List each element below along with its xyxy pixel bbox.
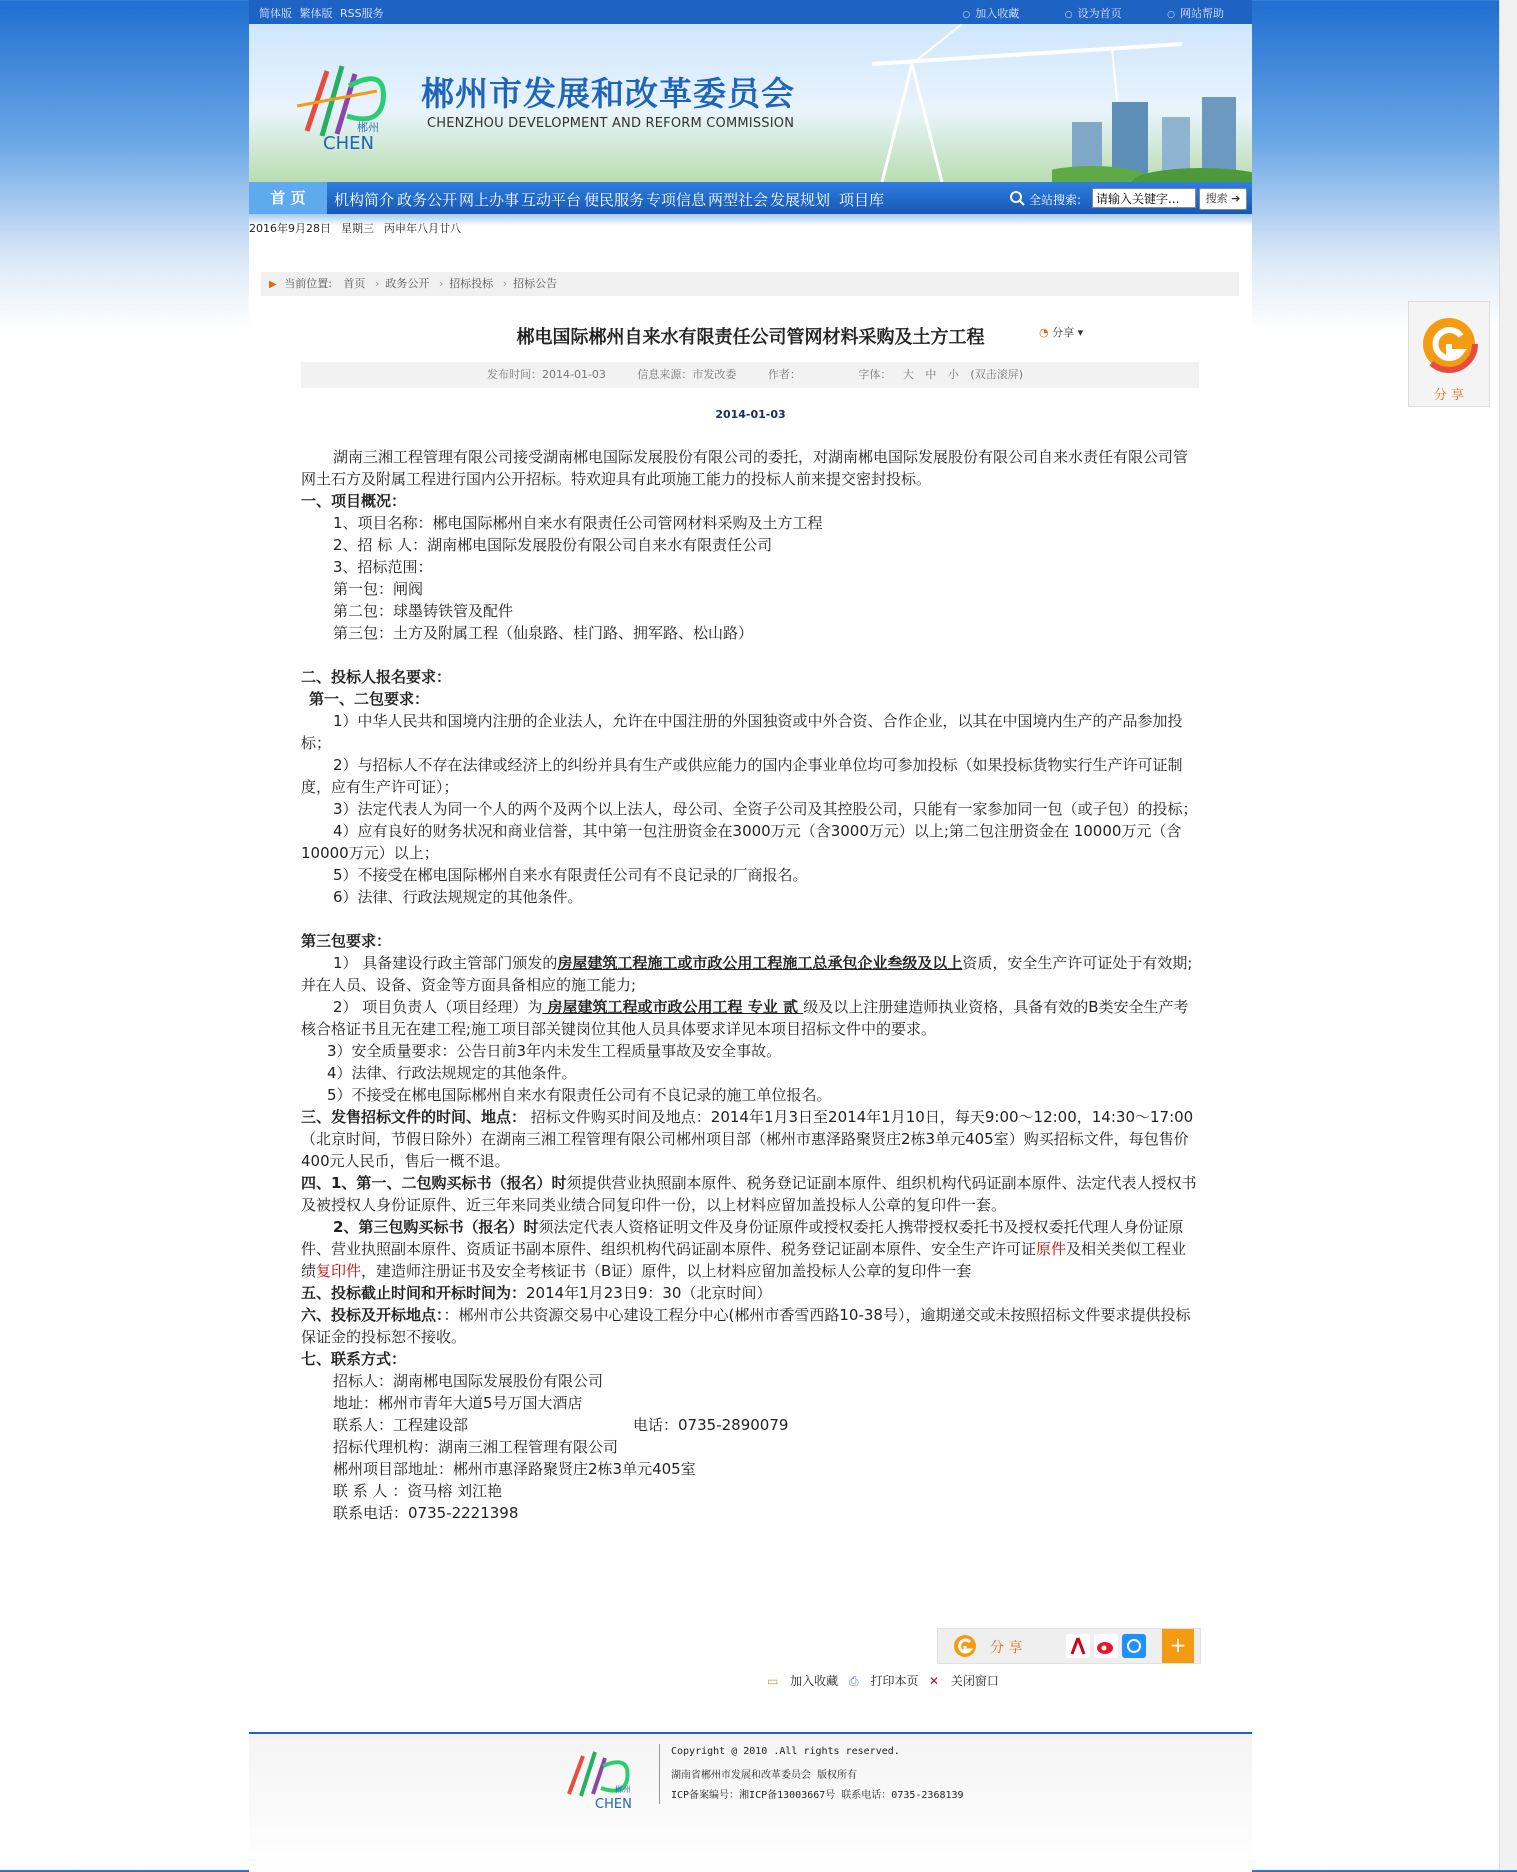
add-favorite-link[interactable]: ○ 加入收藏 xyxy=(962,7,1019,20)
nav-item-online[interactable]: 网上办事 xyxy=(459,191,520,209)
favorite-icon: ▭ xyxy=(767,1674,779,1688)
site-title: 郴州市发展和改革委员会 xyxy=(421,74,795,113)
page-container xyxy=(249,0,1252,1870)
date-line: 2016年9月28日 星期三 丙申年八月廿八 xyxy=(249,222,461,235)
search-icon xyxy=(1009,190,1025,206)
share-logo-icon xyxy=(1409,306,1489,386)
nav-item-planning[interactable]: 发展规划 xyxy=(770,191,831,209)
site-help-link[interactable]: ○ 网站帮助 xyxy=(1167,7,1224,20)
share-dropdown[interactable]: ◔ 分享 ▾ xyxy=(1039,326,1084,339)
share-logo-icon[interactable] xyxy=(952,1633,978,1659)
scrollbar[interactable] xyxy=(1499,0,1517,1870)
article-date: 2014-01-03 xyxy=(715,408,786,421)
footer-logo xyxy=(559,1744,649,1814)
breadcrumb-home[interactable]: 首页 xyxy=(343,277,366,290)
add-favorite-bottom[interactable]: ▭ 加入收藏 xyxy=(767,1674,839,1688)
footer-icp: ICP备案编号：湘ICP备13003667号 联系电话：0735-2368139 xyxy=(671,1790,964,1801)
print-page[interactable]: ⎙ 打印本页 xyxy=(849,1674,919,1688)
main-nav xyxy=(249,182,1252,214)
footer-owner: 湖南省郴州市发展和改革委员会 版权所有 xyxy=(671,1770,858,1781)
logo-text-cn: 郴州 xyxy=(357,121,379,134)
tencent-weibo-icon[interactable] xyxy=(1122,1634,1146,1658)
svg-text:CHEN: CHEN xyxy=(595,1797,632,1812)
share-small-icon: ◔ xyxy=(1039,326,1049,339)
nav-item-projects[interactable]: 项目库 xyxy=(839,191,885,209)
print-icon: ⎙ xyxy=(849,1674,859,1688)
rss-link[interactable]: RSS服务 xyxy=(340,7,384,20)
floating-share-label: 分 享 xyxy=(1433,388,1465,403)
article-title: 郴电国际郴州自来水有限责任公司管网材料采购及土方工程 xyxy=(516,327,985,348)
close-icon: ✕ xyxy=(929,1674,940,1688)
footer-copyright: Copyright @ 2010 .All rights reserved. xyxy=(671,1746,900,1757)
search-label: 全站搜索: xyxy=(1029,193,1082,207)
simplified-link[interactable]: 简体版 xyxy=(259,7,292,20)
font-small-button[interactable]: 小 xyxy=(947,368,959,381)
site-logo[interactable] xyxy=(287,46,407,166)
search-input[interactable] xyxy=(1092,188,1196,208)
skyline-graphic xyxy=(1052,92,1252,182)
footer xyxy=(249,1732,1252,1872)
header-banner xyxy=(249,24,1252,182)
breadcrumb-notice[interactable]: 招标公告 xyxy=(513,277,558,290)
font-medium-button[interactable]: 中 xyxy=(925,368,937,381)
nav-item-special[interactable]: 专项信息 xyxy=(646,191,707,209)
top-utility-bar xyxy=(249,0,1252,24)
share-more-button[interactable]: + xyxy=(1162,1629,1194,1663)
nav-item-service[interactable]: 便民服务 xyxy=(584,191,645,209)
set-homepage-link[interactable]: ○ 设为首页 xyxy=(1065,7,1122,20)
traditional-link[interactable]: 繁体版 xyxy=(299,7,333,20)
breadcrumb-arrow-icon: ▶ xyxy=(269,279,277,290)
nav-item-gov[interactable]: 政务公开 xyxy=(397,191,458,209)
article-meta: 发布时间：2014-01-03 信息来源：市发改委 作者： 字体： 大 中 小 (双击滚屏) xyxy=(301,362,1199,388)
search-button[interactable]: 搜索 ➔ xyxy=(1199,188,1247,210)
share-label[interactable]: 分 享 xyxy=(990,1640,1023,1656)
close-window[interactable]: ✕ 关闭窗口 xyxy=(929,1674,999,1688)
breadcrumb-bidding[interactable]: 招标投标 xyxy=(449,277,494,290)
svg-text:郴州: 郴州 xyxy=(615,1785,631,1794)
font-large-button[interactable]: 大 xyxy=(902,368,914,381)
logo-text-en: CHEN xyxy=(323,133,374,154)
share-bar xyxy=(937,1628,1201,1664)
breadcrumb: ▶ 当前位置: 首页 › 政务公开 › 招标投标 › 招标公告 xyxy=(261,272,1239,296)
article-body: 湖南三湘工程管理有限公司接受湖南郴电国际发展股份有限公司的委托，对湖南郴电国际发展股份有限公司自来水责任有限公司管网土石方及附属工程进行国内公开招标。特欢迎具有此项施工能力的投标人前来提交密封投标。 一、项目概况： 1、项目名称：郴电国际郴州自来水有限责任公司管网材料采购及土方工程 2、招 标 人：湖南郴电国际发展股份有限公司自来水有限责任公司 3、招标范围： 第一包：闸阀 第二包：球墨铸铁管及配件 第三包：土方及附属工程（仙泉路、桂门路、拥军路、松山路） 二、投标人报名要求： 第一、二包要求： 1）中华人民共和国境内注册的企业法人，允许在中国注册的外国独资或中外合资、合作企业，以其在中国境内生产的产品参加投标； 2）与招标人不存在法律或经济上的纠纷并具有生产或供应能力的国内企事业单位均可参加投标（如果投标货物实行生产许可证制度，应有生产许可证）； 3）法定代表人为同一个人的两个及两个以上法人，母公司、全资子公司及其控股公司，只能有一家参加同一包（或子包）的投标； 4）应有良好的财务状况和商业信誉，其中第一包注册资金在3000万元（含3000万元）以上;第二包注册资金在 10000万元（含10000万元）以上； 5）不接受在郴电国际郴州自来水有限责任公司有不良记录的厂商报名。 6）法律、行政法规规定的其他条件。 第三包要求： 1） 具备建设行政主管部门颁发的房屋建筑工程施工或市政公用工程施工总承包企业叁级及以上资质，安全生产许可证处于有效期;并在人员、设备、资金等方面具备相应的施工能力; 2） 项目负责人（项目经理）为 房屋建筑工程或市政公用工程 专业 贰 级及以上注册建造师执业资格，具备有效的B类安全生产考核合格证书且无在建工程;施工项目部关键岗位其他人员具体要求详见本项目招标文件中的要求。 3）安全质量要求：公告日前3年内未发生工程质量事故及安全事故。 4）法律、行政法规规定的其他条件。 5）不接受在郴电国际郴州自来水有限责任公司有不良记录的施工单位报名。 三、发售招标文件的时间、地点： 招标文件购买时间及地点：2014年1月3日至2014年1月10日，每天9:00～12:00，14:30～17:00（北京时间，节假日除外）在湖南三湘工程管理有限公司郴州项目部（郴州市惠泽路聚贤庄2栋3单元405室）购买招标文件，每包售价400元人民币，售后一概不退。 四、1、第一、二包购买标书（报名）时须提供营业执照副本原件、税务登记证副本原件、组织机构代码证副本原件、法定代表人授权书及被授权人身份证原件、近三年来同类业绩合同复印件一份，以上材料应留加盖投标人公章的复印件一套。 2、第三包购买标书（报名）时须法定代表人资格证明文件及身份证原件或授权委托人携带授权委托书及授权委托代理人身份证原件、营业执照副本原件、资质证书副本原件、组织机构代码证副本原件、税务登记证副本原件、安全生产许可证原件及相关类似工程业绩复印件，建造师注册证书及安全考核证书（B证）原件，以上材料应留加盖投标人公章的复印件一套 五、投标截止时间和开标时间为：2014年1月23日9：30（北京时间） 六、投标及开标地点：：郴州市公共资源交易中心建设工程分中心(郴州市香雪西路10-38号），逾期递交或未按照招标文件要求提供投标保证金的投标恕不接收。 七、联系方式： 招标人：湖南郴电国际发展股份有限公司 地址：郴州市青年大道5号万国大酒店 联系人：工程建设部 电话：0735-2890079 招标代理机构：湖南三湘工程管理有限公司 郴州项目部地址：郴州市惠泽路聚贤庄2栋3单元405室 联 系 人 ：资马榕 刘江艳 联系电话：0735-2221398 xyxy=(301,448,1198,1522)
site-subtitle: CHENZHOU DEVELOPMENT AND REFORM COMMISSION xyxy=(427,116,795,131)
nav-home[interactable]: 首 页 xyxy=(249,182,327,214)
nav-item-twotype[interactable]: 两型社会 xyxy=(708,191,769,209)
floating-share-button[interactable] xyxy=(1408,301,1490,407)
nav-item-org[interactable]: 机构简介 xyxy=(334,191,395,209)
renren-icon[interactable] xyxy=(1066,1634,1090,1658)
weibo-icon[interactable] xyxy=(1094,1634,1118,1658)
scroll-toggle[interactable]: (双击滚屏) xyxy=(970,368,1024,381)
breadcrumb-gov[interactable]: 政务公开 xyxy=(385,277,430,290)
nav-item-interact[interactable]: 互动平台 xyxy=(521,191,582,209)
